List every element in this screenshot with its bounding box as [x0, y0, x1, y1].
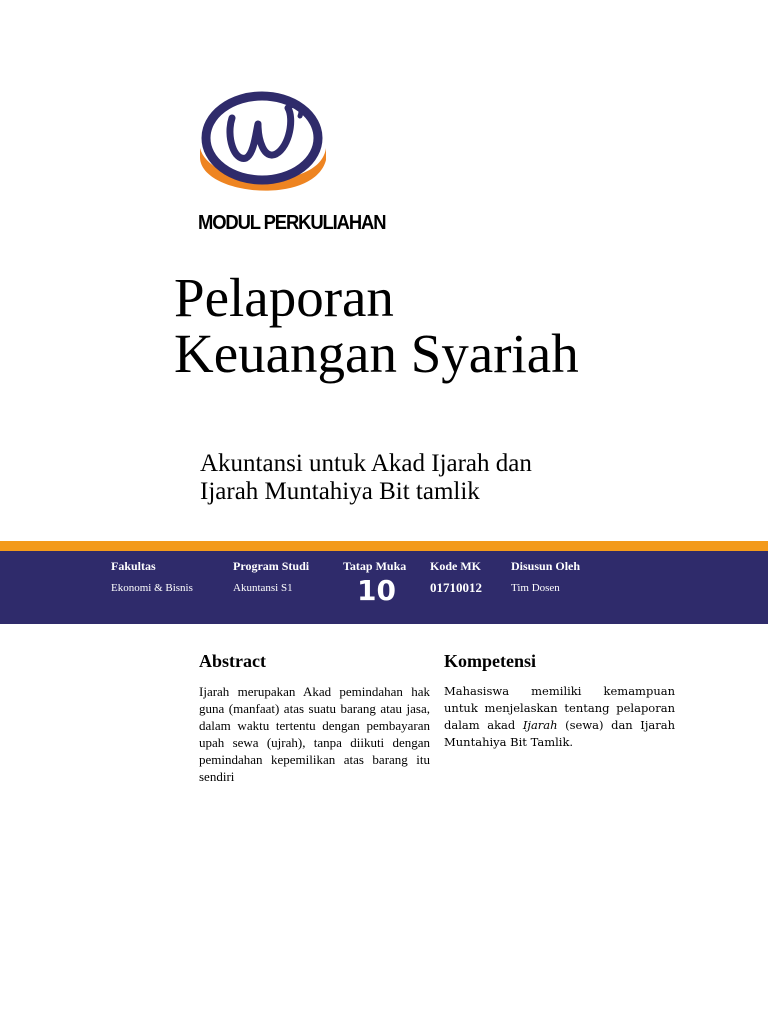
abstract-text: Ijarah merupakan Akad pemindahan hak guna (manfaat) atas suatu barang atau jasa, dalam waktu tertentu dengan pembayaran upah sewa (ujrah), tanpa diikuti dengan pemindahan kepemilikan atas barang itu sendiri: [199, 684, 430, 784]
kompetensi-heading: Kompetensi: [444, 651, 536, 671]
kompetensi-text-before: Mahasiswa memiliki kemampuan untuk menjelaskan tentang pelaporan dalam akad: [444, 684, 675, 732]
kompetensi-text-after: (sewa) dan Ijarah Muntahiya Bit Tamlik.: [444, 718, 676, 749]
info-kode-mk: [430, 559, 482, 595]
program-studi-label: Program Studi: [233, 559, 310, 573]
logo-w-emblem-icon: [196, 88, 330, 206]
disusun-oleh-value: Tim Dosen: [511, 582, 560, 594]
abstract-heading: Abstract: [199, 651, 266, 671]
kompetensi-text-italic: Ijarah: [522, 718, 558, 732]
fakultas-value: Ekonomi & Bisnis: [111, 582, 193, 594]
kode-mk-value: 01710012: [430, 580, 482, 595]
info-tatap-muka: [343, 559, 406, 606]
subtitle-line-2: Ijarah Muntahiya Bit tamlik: [200, 478, 480, 505]
document-subtitle: [200, 450, 532, 506]
kompetensi-text: [444, 683, 675, 751]
module-label: MODUL PERKULIAHAN: [198, 212, 386, 234]
tatap-muka-label: Tatap Muka: [343, 559, 407, 573]
tatap-muka-value: 10: [357, 574, 396, 607]
title-line-1: Pelaporan: [174, 267, 394, 328]
info-program-studi: [233, 559, 309, 595]
disusun-oleh-label: Disusun Oleh: [511, 559, 581, 573]
university-logo: [196, 88, 330, 206]
info-disusun-oleh: [511, 559, 580, 595]
fakultas-label: Fakultas: [111, 559, 156, 573]
subtitle-line-1: Akuntansi untuk Akad Ijarah dan: [200, 450, 532, 477]
document-title: [174, 267, 579, 384]
info-band: [0, 551, 768, 624]
accent-bar: [0, 541, 768, 551]
title-line-2: Keuangan Syariah: [174, 323, 579, 384]
kode-mk-label: Kode MK: [430, 559, 481, 573]
info-fakultas: [111, 559, 193, 595]
program-studi-value: Akuntansi S1: [233, 582, 293, 594]
